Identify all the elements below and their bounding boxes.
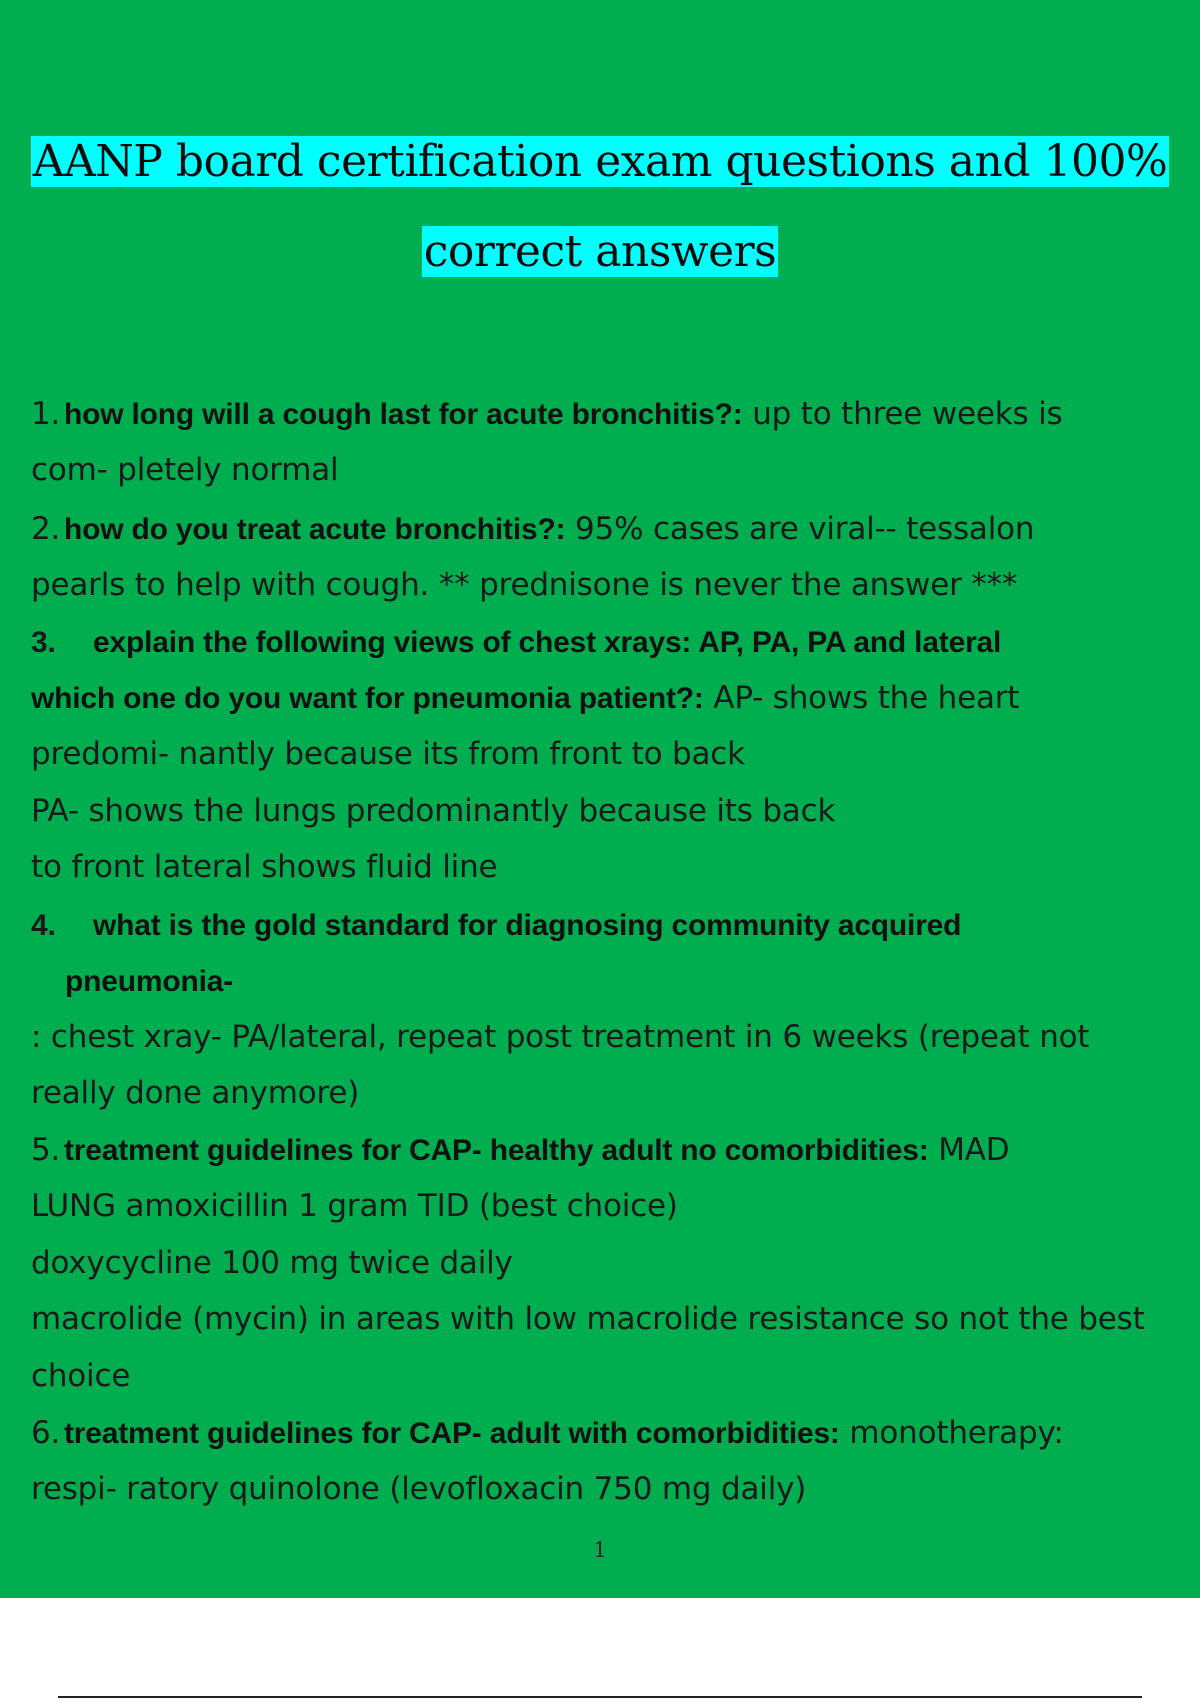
- answer-3-line-3: PA- shows the lungs predominantly because its back: [31, 793, 836, 829]
- answer-5-text: MAD: [928, 1132, 1010, 1168]
- question-5: 5. treatment guidelines for CAP- healthy adult no comorbidities: MAD: [31, 1132, 1010, 1168]
- answer-1-continued: com- pletely normal: [31, 452, 339, 488]
- answer-5-line-5: choice: [31, 1358, 131, 1394]
- question-4: 4. what is the gold standard for diagnosing community acquired: [31, 909, 962, 942]
- answer-4-line-2: really done anymore): [31, 1075, 360, 1111]
- footer-divider: [58, 1696, 1142, 1698]
- question-4-text: what is the gold standard for diagnosing community acquired: [93, 909, 962, 942]
- question-4-line-2: pneumonia-: [65, 965, 233, 998]
- question-1: 1. how long will a cough last for acute bronchitis?: up to three weeks is: [31, 396, 1063, 432]
- answer-2-text: 95% cases are viral-- tessalon: [565, 511, 1035, 547]
- answer-3-line-2: predomi- nantly because its from front to back: [31, 736, 745, 772]
- question-6-text: treatment guidelines for CAP- adult with comorbidities:: [64, 1417, 840, 1450]
- question-3-text: explain the following views of chest xrays: AP, PA, PA and lateral: [93, 626, 1002, 659]
- question-2: 2. how do you treat acute bronchitis?: 95% cases are viral-- tessalon: [31, 511, 1035, 547]
- answer-2-continued: pearls to help with cough. ** prednisone is never the answer ***: [31, 567, 1018, 603]
- document-title-line-1: AANP board certification exam questions and 100%: [32, 136, 1168, 187]
- answer-5-line-4: macrolide (mycin) in areas with low macrolide resistance so not the best: [31, 1301, 1145, 1337]
- document-title-line-2: correct answers: [423, 226, 777, 277]
- question-2-text: how do you treat acute bronchitis?:: [64, 513, 566, 546]
- question-3-line-2: which one do you want for pneumonia patient?: AP- shows the heart: [31, 680, 1020, 716]
- answer-1-text: up to three weeks is: [742, 396, 1063, 432]
- page-number: 1: [593, 1538, 607, 1562]
- answer-3-text: AP- shows the heart: [703, 680, 1020, 716]
- question-1-text: how long will a cough last for acute bronchitis?:: [64, 398, 743, 431]
- answer-6-line-2: respi- ratory quinolone (levofloxacin 750 mg daily): [31, 1471, 807, 1507]
- answer-3-line-4: to front lateral shows fluid line: [31, 849, 498, 885]
- answer-5-line-2: LUNG amoxicillin 1 gram TID (best choice): [31, 1188, 678, 1224]
- answer-4-text: : chest xray- PA/lateral, repeat post treatment in 6 weeks (repeat not: [31, 1019, 1090, 1055]
- question-6: 6. treatment guidelines for CAP- adult with comorbidities: monotherapy:: [31, 1415, 1064, 1451]
- answer-5-line-3: doxycycline 100 mg twice daily: [31, 1245, 513, 1281]
- question-3: 3. explain the following views of chest xrays: AP, PA, PA and lateral: [31, 626, 1002, 659]
- question-5-text: treatment guidelines for CAP- healthy adult no comorbidities:: [64, 1134, 929, 1167]
- answer-6-text: monotherapy:: [839, 1415, 1064, 1451]
